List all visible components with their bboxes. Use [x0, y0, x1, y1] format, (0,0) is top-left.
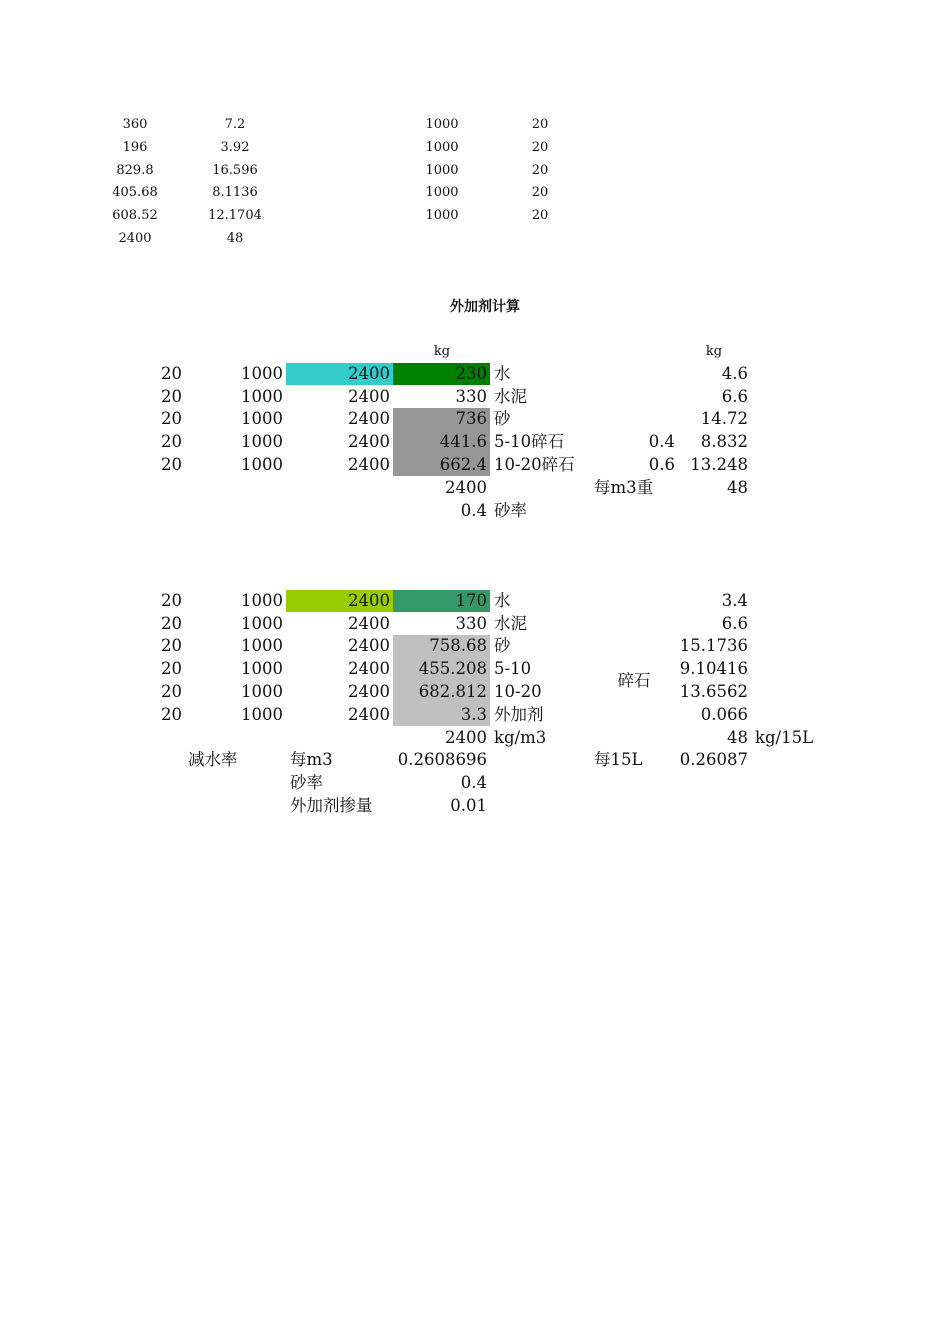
per-m3-weight-label: 每m3重: [594, 478, 654, 497]
section2-col-a: 20: [161, 591, 182, 610]
section2-col-c: 2400: [348, 636, 390, 656]
section2-sand-ratio-value: 0.4: [460, 773, 487, 792]
section2-kg: 9.10416: [679, 659, 748, 679]
section1-kg: 4.6: [721, 364, 748, 383]
top-table-cell: 20: [531, 139, 549, 155]
admixture-title: 外加剂计算: [450, 299, 520, 315]
top-table-cell: 20: [531, 185, 549, 201]
section1-col-d: 330: [455, 386, 487, 406]
top-table-cell: 1000: [425, 117, 459, 132]
section1-material-name: 砂: [494, 409, 511, 429]
unit-right-kg: kg: [705, 344, 723, 359]
section1-ratio: 0.6: [648, 454, 675, 474]
section2-col-a: 20: [161, 704, 182, 724]
section2-material-name: 外加剂: [494, 704, 544, 724]
section1-col-c: 2400: [348, 409, 390, 429]
section2-col-c: 2400: [348, 704, 390, 724]
section1-col-d: 230: [455, 364, 487, 383]
section2-kg: 15.1736: [679, 636, 748, 656]
per-m3-value: 0.2608696: [397, 750, 487, 769]
section2-col-b: 1000: [241, 681, 283, 701]
section1-material-name: 水泥: [494, 386, 527, 406]
top-table-cell: 8.1136: [212, 185, 258, 201]
section1-material-name: 5-10碎石: [494, 432, 565, 452]
top-table-cell: 7.2: [224, 117, 246, 132]
section2-col-a: 20: [161, 681, 182, 701]
per-m3-label: 每m3: [290, 750, 333, 769]
section1-kg: 14.72: [700, 409, 748, 429]
section1-col-d: 662.4: [439, 454, 487, 474]
section1-col-c: 2400: [348, 432, 390, 452]
top-table-cell: 16.596: [212, 162, 258, 178]
per-15l-value: 0.26087: [679, 750, 748, 769]
section1-sand-ratio-label: 砂率: [494, 501, 527, 520]
top-table-cell: 48: [226, 231, 244, 246]
section2-col-b: 1000: [241, 613, 283, 633]
dosage-value: 0.01: [450, 796, 487, 815]
section2-col-b: 1000: [241, 591, 283, 610]
top-table-cell: 608.52: [112, 208, 158, 224]
top-table-cell: 12.1704: [208, 208, 262, 224]
section1-col-c: 2400: [348, 454, 390, 474]
top-table-cell: 2400: [118, 231, 152, 246]
section2-col-c: 2400: [348, 613, 390, 633]
section1-col-b: 1000: [241, 454, 283, 474]
section2-kg: 0.066: [700, 704, 748, 724]
section1-col-a: 20: [161, 409, 182, 429]
section1-kg: 8.832: [700, 432, 748, 452]
per-15l-label: 每15L: [594, 750, 643, 769]
section1-kg: 6.6: [721, 386, 748, 406]
section2-kg: 3.4: [721, 591, 748, 610]
water-reduction-label: 减水率: [188, 750, 238, 769]
section2-col-b: 1000: [241, 636, 283, 656]
section1-col-c: 2400: [348, 386, 390, 406]
section1-col-a: 20: [161, 432, 182, 452]
section2-col-a: 20: [161, 659, 182, 679]
section1-col-b: 1000: [241, 386, 283, 406]
section2-col-a: 20: [161, 613, 182, 633]
top-table-cell: 20: [531, 162, 549, 178]
top-table-cell: 1000: [425, 162, 459, 178]
section1-col-b: 1000: [241, 364, 283, 383]
section1-col-a: 20: [161, 386, 182, 406]
gravel-label: 碎石: [617, 671, 651, 690]
section2-col-b: 1000: [241, 704, 283, 724]
section2-material-name: 水泥: [494, 613, 527, 633]
section1-sand-ratio-value: 0.4: [460, 501, 487, 520]
top-table-cell: 20: [531, 208, 549, 224]
section2-sand-ratio-label: 砂率: [290, 773, 323, 792]
section2-col-a: 20: [161, 636, 182, 656]
section2-kg: 6.6: [721, 613, 748, 633]
section1-col-b: 1000: [241, 409, 283, 429]
top-table-cell: 3.92: [220, 139, 250, 155]
section2-col-d: 455.208: [418, 659, 487, 679]
section1-col-d: 441.6: [439, 432, 487, 452]
section2-material-name: 5-10: [494, 659, 532, 679]
top-table-cell: 360: [122, 117, 148, 132]
top-table-cell: 196: [122, 139, 148, 155]
section1-col-d: 736: [455, 409, 487, 429]
section2-material-name: 水: [494, 591, 511, 610]
section1-col-c: 2400: [348, 364, 390, 383]
section2-material-name: 砂: [494, 636, 511, 656]
section2-total-unit: kg/m3: [494, 728, 547, 747]
per-m3-weight-value: 48: [727, 478, 748, 497]
section2-total: 2400: [445, 728, 487, 747]
section2-col-c: 2400: [348, 591, 390, 610]
section1-ratio: 0.4: [648, 432, 675, 452]
section2-col-d: 758.68: [429, 636, 487, 656]
unit-left-kg: kg: [433, 344, 451, 359]
section1-total: 2400: [445, 478, 487, 497]
top-table-cell: 1000: [425, 208, 459, 224]
top-table-cell: 20: [531, 117, 549, 132]
top-table-cell: 1000: [425, 185, 459, 201]
section2-col-d: 330: [455, 613, 487, 633]
section2-col-b: 1000: [241, 659, 283, 679]
section2-col-c: 2400: [348, 681, 390, 701]
section2-col-d: 682.812: [418, 681, 487, 701]
section2-col-d: 170: [455, 591, 487, 610]
section1-col-b: 1000: [241, 432, 283, 452]
section2-col-d: 3.3: [460, 704, 487, 724]
section1-material-name: 10-20碎石: [494, 454, 575, 474]
section1-kg: 13.248: [690, 454, 748, 474]
section1-col-a: 20: [161, 364, 182, 383]
dosage-label: 外加剂掺量: [290, 796, 373, 815]
section2-total-kg: 48: [727, 728, 748, 747]
top-table-cell: 829.8: [116, 162, 154, 178]
section1-col-a: 20: [161, 454, 182, 474]
section2-material-name: 10-20: [494, 681, 542, 701]
top-table-cell: 1000: [425, 139, 459, 155]
section2-kg: 13.6562: [679, 681, 748, 701]
section2-total-kg-unit: kg/15L: [755, 728, 814, 747]
section2-col-c: 2400: [348, 659, 390, 679]
section1-material-name: 水: [494, 364, 511, 383]
top-table-cell: 405.68: [112, 185, 158, 201]
